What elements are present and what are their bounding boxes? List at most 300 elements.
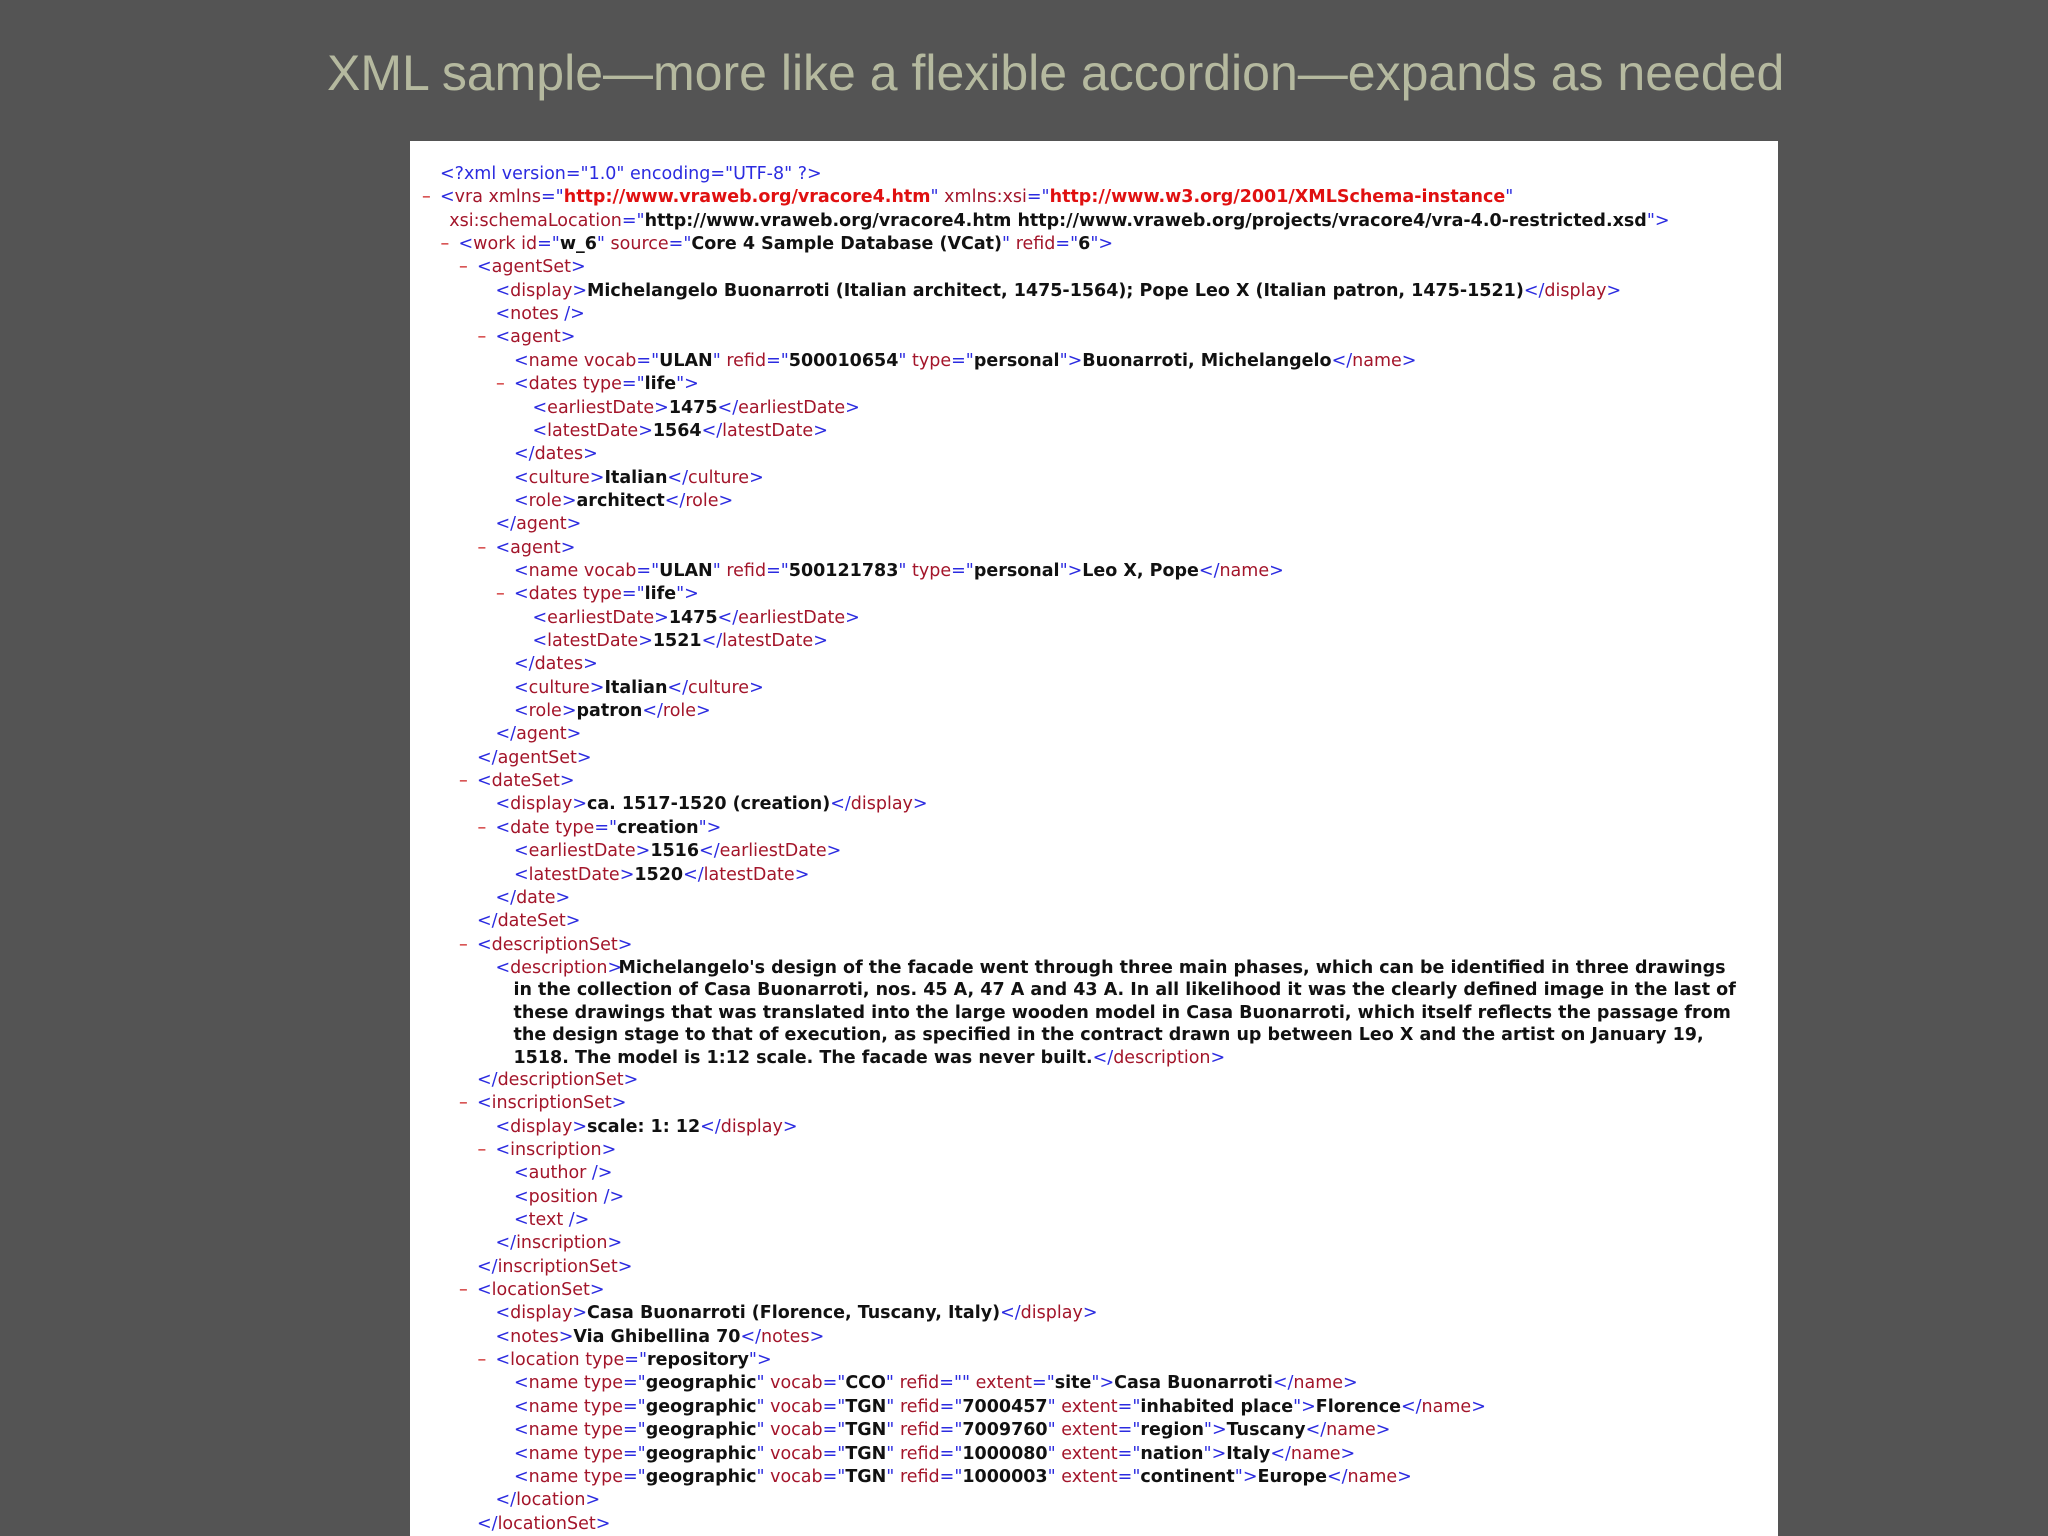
xml-token: <	[495, 957, 511, 978]
xml-token: >	[589, 467, 605, 488]
xml-line	[514, 1466, 1412, 1489]
xml-token: name	[1326, 1420, 1376, 1441]
xml-token: <	[514, 584, 529, 605]
xml-token: ="	[621, 210, 645, 231]
xml-token: "	[1047, 1466, 1056, 1487]
xml-token: >	[1397, 1466, 1412, 1487]
xml-token: Italian	[604, 677, 668, 698]
xml-token: <	[514, 1210, 529, 1230]
xml-token: agent	[516, 724, 567, 745]
xml-token: >	[560, 537, 576, 558]
xml-token: </	[830, 794, 851, 815]
xml-token: <	[532, 420, 548, 441]
xml-token: </	[1305, 1420, 1327, 1441]
xml-line	[496, 887, 571, 910]
xml-token: vocab	[770, 1396, 823, 1417]
xml-token: </	[1270, 1443, 1291, 1464]
xml-token: ">	[748, 1350, 772, 1371]
xml-token: <	[514, 864, 529, 885]
xml-token: "	[756, 1373, 765, 1394]
xml-line	[459, 1092, 627, 1115]
xml-token: agentSet	[491, 257, 571, 278]
xml-token: </	[477, 747, 498, 768]
xml-token: </	[495, 514, 517, 535]
xml-token: >	[1401, 350, 1417, 371]
xml-token: ="	[622, 1466, 646, 1487]
xml-token: xmlns	[488, 187, 542, 208]
xml-token: >	[654, 397, 669, 418]
xml-token: "	[930, 187, 939, 208]
xml-token: Michelangelo Buonarroti (Italian architect, 1475-1564); Pope Leo X (Italian patron, 1475-1521)	[586, 280, 1524, 301]
xml-token: <	[495, 537, 511, 558]
xml-token: =""	[939, 1373, 971, 1394]
xml-token: <	[477, 1280, 492, 1301]
xml-token: </	[477, 1069, 498, 1090]
xml-token: >	[561, 701, 577, 722]
xml-token: >	[611, 1093, 627, 1114]
xml-token: refid	[899, 1466, 940, 1487]
collapse-toggle[interactable]: –	[496, 374, 505, 395]
xml-token: text	[528, 1210, 564, 1230]
xml-token: ="	[1117, 1420, 1141, 1441]
xml-token: >	[561, 490, 577, 511]
xml-token: <	[458, 234, 474, 255]
xml-line	[477, 1349, 772, 1372]
xml-line	[496, 723, 582, 746]
xml-line	[514, 490, 733, 513]
xml-line	[514, 443, 598, 466]
xml-token: <	[532, 607, 548, 628]
xml-token: <	[477, 1093, 492, 1114]
xml-token: date	[510, 817, 550, 838]
xml-token: ="	[594, 817, 618, 838]
collapse-toggle[interactable]: –	[440, 234, 450, 255]
xml-token: </	[1198, 560, 1220, 581]
xml-line	[422, 186, 1514, 209]
xml-token: agent	[510, 537, 561, 558]
xml-token: nation	[1140, 1443, 1204, 1464]
xml-token: <	[514, 1373, 529, 1394]
xml-token: type	[912, 560, 952, 581]
xml-token: <	[495, 1350, 511, 1371]
xml-token: display	[510, 1303, 573, 1324]
xml-token: ="	[766, 560, 789, 581]
xml-token: vra	[454, 187, 483, 208]
xml-token: >	[635, 841, 651, 862]
collapse-toggle[interactable]: –	[477, 327, 487, 348]
xml-token: </	[664, 490, 686, 511]
xml-token: name	[528, 1466, 579, 1487]
xml-token: name	[528, 1396, 579, 1417]
xml-token: earliestDate	[738, 607, 846, 628]
xml-token: />	[563, 1210, 590, 1230]
xml-token: position	[528, 1186, 598, 1207]
xml-token: refid	[726, 560, 767, 581]
xml-line	[514, 840, 841, 863]
xml-token: "	[596, 234, 605, 255]
xml-token: >	[570, 257, 586, 278]
xml-line	[477, 817, 722, 840]
xml-token: ="	[1032, 1373, 1055, 1394]
xml-token: >	[718, 490, 734, 511]
xml-token: name	[528, 560, 579, 581]
xml-token: 1516	[650, 841, 700, 862]
xml-token: ="	[951, 560, 974, 581]
xml-token: ="	[1055, 234, 1079, 255]
xml-token: ="	[622, 1373, 646, 1394]
xml-token: agentSet	[497, 747, 577, 768]
xml-token: ="	[622, 1396, 646, 1417]
xml-token: name	[1421, 1396, 1472, 1417]
xml-token: >	[555, 887, 571, 908]
xml-token: scale: 1: 12	[586, 1116, 701, 1137]
xml-token: <	[440, 187, 455, 208]
xml-token: inscription	[510, 1139, 602, 1160]
xml-token: </	[1400, 1396, 1422, 1417]
xml-token: >	[782, 1116, 798, 1137]
xml-line	[477, 747, 592, 770]
xml-token: patron	[576, 701, 643, 722]
xml-token: <	[514, 1420, 529, 1441]
xml-token: >	[638, 631, 653, 651]
xml-token: "	[1002, 234, 1011, 255]
xml-token: 7009760	[962, 1420, 1048, 1441]
xml-token: Via Ghibellina 70	[573, 1326, 741, 1347]
xml-token: latestDate	[528, 864, 620, 885]
xml-token: <	[514, 467, 529, 488]
xml-token: latestDate	[547, 420, 639, 441]
xml-token: ="	[766, 350, 789, 371]
xml-line	[533, 607, 860, 630]
xml-token: latestDate	[547, 631, 639, 651]
xml-token: source	[610, 234, 669, 255]
xml-line	[496, 1302, 1098, 1325]
xml-token: <	[495, 1303, 511, 1324]
xml-token: earliestDate	[547, 397, 655, 418]
xml-token: ="	[624, 1350, 647, 1371]
xml-token: <	[532, 397, 548, 418]
xml-token: ="	[822, 1466, 846, 1487]
xml-token: author	[528, 1163, 587, 1184]
xml-token: ="	[951, 350, 974, 371]
xml-token: "	[886, 1443, 895, 1464]
xml-token: >	[1471, 1396, 1486, 1417]
xml-token: <	[495, 327, 511, 348]
xml-document-viewer	[410, 141, 1778, 1536]
xml-token: >	[559, 771, 575, 792]
xml-token: ="	[1117, 1396, 1141, 1417]
xml-token: CCO	[845, 1373, 886, 1394]
xml-token: ="	[939, 1466, 963, 1487]
xml-token: </	[1331, 350, 1353, 371]
xml-token: ">	[676, 584, 699, 605]
xml-token: <	[514, 1186, 529, 1207]
xml-token: refid	[899, 1420, 940, 1441]
xml-token: vocab	[770, 1466, 823, 1487]
xml-token: "	[756, 1396, 765, 1417]
xml-token: agent	[510, 327, 561, 348]
xml-token: >	[585, 1490, 601, 1511]
xml-token: ="	[822, 1396, 846, 1417]
xml-token: >	[617, 934, 633, 955]
xml-token: Europe	[1257, 1466, 1327, 1487]
xml-token: >	[566, 514, 582, 535]
xml-token: </	[717, 607, 739, 628]
xml-token: <	[495, 1116, 511, 1137]
xml-token: />	[598, 1186, 625, 1207]
collapse-toggle[interactable]: –	[422, 187, 431, 208]
xml-token: type	[582, 374, 622, 395]
xml-token: <	[477, 257, 492, 278]
xml-token: 7000457	[962, 1396, 1048, 1417]
description-block	[514, 957, 1744, 1069]
xml-token: TGN	[845, 1466, 887, 1487]
xml-token: earliestDate	[528, 841, 636, 862]
xml-token: ="	[622, 1420, 646, 1441]
xml-token: TGN	[845, 1420, 887, 1441]
collapse-toggle[interactable]: –	[459, 1280, 468, 1301]
xml-token: </	[701, 420, 723, 441]
xml-token: "	[886, 1466, 895, 1487]
collapse-toggle[interactable]: –	[496, 584, 505, 605]
xml-token: </	[667, 467, 688, 488]
xml-line	[459, 934, 633, 957]
xml-token: </	[642, 701, 663, 722]
xml-token: >	[1343, 1373, 1358, 1394]
xml-token: description	[1113, 1047, 1211, 1068]
xml-token: >	[595, 1513, 611, 1534]
xml-line	[533, 397, 860, 420]
xml-token: inhabited place	[1140, 1396, 1294, 1417]
xml-token: latestDate	[722, 420, 814, 441]
xml-token: ="	[822, 1420, 846, 1441]
xml-token: "	[712, 350, 721, 371]
xml-token: culture	[687, 677, 750, 698]
xml-token: refid	[1015, 234, 1056, 255]
xml-token: 1475	[668, 397, 718, 418]
xml-token: <	[514, 1163, 529, 1184]
xml-token: name	[1290, 1443, 1341, 1464]
xml-token: type	[585, 1350, 625, 1371]
xml-token: 1475	[668, 607, 718, 628]
xml-token: type	[555, 817, 595, 838]
xml-line	[514, 677, 764, 700]
xml-token: ULAN	[659, 560, 713, 581]
xml-line	[514, 864, 809, 887]
xml-token: continent	[1140, 1466, 1235, 1487]
xml-line	[496, 1232, 623, 1255]
xml-token: locationSet	[497, 1513, 596, 1534]
xml-token: display	[510, 1116, 573, 1137]
xml-line	[449, 210, 1669, 233]
xml-line	[459, 256, 586, 279]
xml-token: "	[886, 1420, 895, 1441]
xml-token: "	[712, 560, 721, 581]
xml-token: >	[572, 794, 587, 815]
xml-token: "	[898, 350, 907, 371]
xml-token: ">	[698, 817, 722, 838]
xml-token: ="	[622, 1443, 646, 1464]
xml-token: >	[1375, 1420, 1391, 1441]
xml-token: </	[495, 1490, 517, 1511]
xml-token: refid	[899, 1443, 940, 1464]
xml-token: >	[826, 841, 842, 862]
xml-token: repository	[647, 1350, 749, 1371]
xml-token: <	[495, 817, 511, 838]
xml-line	[496, 583, 699, 606]
xml-token: </	[700, 1116, 721, 1137]
xml-token: ="	[636, 560, 660, 581]
collapse-toggle[interactable]: –	[459, 257, 468, 278]
xml-token: personal	[973, 560, 1060, 581]
xml-token: type	[583, 1466, 623, 1487]
xml-token: >	[607, 1233, 623, 1254]
xml-token: role	[685, 490, 719, 511]
collapse-toggle[interactable]: –	[459, 1093, 468, 1114]
xml-line	[459, 1279, 605, 1302]
xml-token: />	[558, 304, 585, 325]
xml-token: inscriptionSet	[497, 1256, 618, 1277]
collapse-toggle[interactable]: –	[477, 537, 487, 558]
xml-token: Buonarroti, Michelangelo	[1082, 350, 1332, 371]
xml-token: </	[477, 911, 498, 932]
xml-token: personal	[973, 350, 1060, 371]
xml-token: ULAN	[659, 350, 713, 371]
xml-token: <	[514, 1466, 529, 1487]
xml-token: ="	[1117, 1466, 1141, 1487]
xml-token: >	[601, 1139, 617, 1160]
xml-token: type	[583, 1396, 623, 1417]
xml-token: ="	[636, 350, 660, 371]
xml-token: name	[1347, 1466, 1398, 1487]
collapse-toggle[interactable]: –	[477, 1139, 487, 1160]
xml-token: display	[510, 794, 573, 815]
xml-token: Leo X, Pope	[1082, 560, 1199, 581]
collapse-toggle[interactable]: –	[459, 771, 468, 792]
xml-token: </	[495, 887, 517, 908]
xml-line	[514, 1443, 1355, 1466]
xml-token: Italian	[604, 467, 668, 488]
xml-token: ="	[541, 187, 564, 208]
xml-line	[496, 1116, 798, 1139]
xml-token: geographic	[645, 1396, 757, 1417]
xml-token: creation	[617, 817, 699, 838]
xml-token: geographic	[645, 1420, 757, 1441]
xml-token: 1000003	[962, 1466, 1048, 1487]
xml-token: 1000080	[962, 1443, 1048, 1464]
xml-token: work	[473, 234, 516, 255]
xml-token: dates	[528, 374, 578, 395]
xml-token: </	[683, 864, 704, 885]
xml-token: earliestDate	[547, 607, 655, 628]
xml-token: ="	[939, 1443, 963, 1464]
xml-line	[477, 1256, 632, 1279]
xml-token: TGN	[845, 1443, 887, 1464]
xml-token: role	[528, 701, 562, 722]
xml-token: ">	[1234, 1466, 1258, 1487]
xml-token: "	[1047, 1396, 1056, 1417]
xml-token: Tuscany	[1226, 1420, 1306, 1441]
xml-token: name	[528, 1373, 579, 1394]
xml-line	[496, 280, 1622, 303]
xml-token: ">	[1059, 350, 1083, 371]
xml-line	[514, 653, 598, 676]
xml-token: >	[589, 1280, 605, 1301]
xml-token: "	[756, 1466, 765, 1487]
xml-token: vocab	[770, 1443, 823, 1464]
xml-token: display	[1020, 1303, 1083, 1324]
xml-token: role	[662, 701, 697, 722]
slide-title: XML sample—more like a flexible accordion—expands as needed	[327, 45, 1785, 101]
collapse-toggle[interactable]: –	[459, 934, 468, 955]
xml-token: <	[495, 794, 511, 815]
xml-token: ="	[822, 1443, 846, 1464]
xml-token: xsi:schemaLocation	[449, 210, 622, 231]
xml-token: Casa Buonarroti (Florence, Tuscany, Italy)	[586, 1303, 1001, 1324]
xml-token: >	[1082, 1303, 1098, 1324]
xml-token: dateSet	[491, 771, 560, 792]
xml-line	[533, 630, 828, 653]
xml-token: >	[1340, 1443, 1356, 1464]
xml-token: ="	[621, 584, 645, 605]
xml-line	[477, 326, 576, 349]
xml-token: type	[583, 1443, 623, 1464]
xml-line	[496, 303, 585, 326]
xml-token: dates	[534, 654, 584, 675]
xml-token: </	[1326, 1466, 1348, 1487]
xml-token: "	[1047, 1443, 1056, 1464]
xml-token: >	[576, 747, 592, 768]
xml-token: latestDate	[722, 631, 814, 651]
xml-token: >	[572, 280, 587, 301]
collapse-toggle[interactable]: –	[477, 1350, 487, 1371]
xml-token: vocab	[583, 560, 637, 581]
xml-token: Florence	[1315, 1396, 1401, 1417]
xml-token: <	[477, 771, 492, 792]
xml-line	[459, 770, 575, 793]
xml-token: ">	[1059, 560, 1083, 581]
xml-token: >	[638, 420, 653, 441]
xml-token: >	[845, 607, 860, 628]
xml-line	[514, 1162, 612, 1185]
xml-token: ="	[1117, 1443, 1141, 1464]
xml-token: geographic	[645, 1443, 757, 1464]
xml-token: region	[1140, 1420, 1204, 1441]
xml-token: ">	[1091, 1373, 1115, 1394]
xml-line	[514, 1209, 589, 1232]
collapse-toggle[interactable]: –	[477, 817, 487, 838]
xml-line	[477, 537, 576, 560]
xml-token: vocab	[583, 350, 637, 371]
xml-token: ="	[1026, 187, 1050, 208]
xml-token: site	[1054, 1373, 1092, 1394]
xml-token: name	[528, 1420, 579, 1441]
xml-token: vocab	[770, 1373, 823, 1394]
xml-token: earliestDate	[719, 841, 827, 862]
xml-token: >	[558, 1326, 574, 1347]
xml-token: 6	[1078, 234, 1091, 255]
xml-token: ca. 1517-1520 (creation)	[586, 794, 831, 815]
xml-token: id	[521, 234, 538, 255]
xml-token: vocab	[770, 1420, 823, 1441]
xml-token: culture	[528, 467, 590, 488]
xml-token: notes	[510, 304, 559, 325]
xml-token: <	[514, 374, 529, 395]
xml-token: >	[572, 1303, 587, 1324]
xml-token: <	[495, 280, 511, 301]
xml-token: <	[514, 841, 529, 862]
xml-token: >	[1606, 280, 1622, 301]
